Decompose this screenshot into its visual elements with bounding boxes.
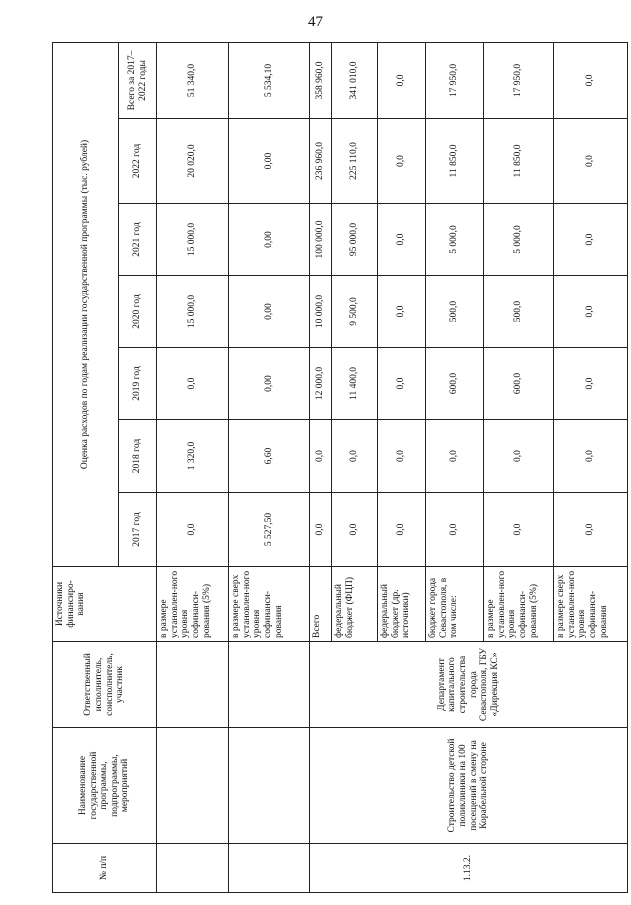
- cell-num: 1.13.2.: [310, 844, 628, 893]
- cell-value: 0,0: [554, 119, 628, 204]
- cell-value: 15 000,0: [157, 204, 229, 276]
- cell-responsible: [157, 642, 229, 728]
- cell-value: 5 000,0: [484, 204, 554, 276]
- cell-source: в размере сверх установлен-ного уровня софинанси-рования: [554, 567, 628, 642]
- header-year: 2020 год: [119, 276, 157, 348]
- cell-value: 10 000,0: [310, 276, 332, 348]
- cell-value: 0,0: [378, 276, 426, 348]
- cell-value: 11 850,0: [426, 119, 484, 204]
- cell-value: 0,0: [310, 493, 332, 567]
- cell-value: 51 340,0: [157, 42, 229, 118]
- cell-value: 95 000,0: [332, 204, 378, 276]
- cell-value: 17 950,0: [484, 42, 554, 118]
- financing-table: [52, 42, 628, 893]
- header-total: Всего за 2017–2022 годы: [119, 42, 157, 118]
- cell-value: 0,0: [378, 348, 426, 420]
- cell-value: 0,0: [554, 276, 628, 348]
- header-year: 2021 год: [119, 204, 157, 276]
- cell-value: 5 527,50: [229, 493, 310, 567]
- cell-value: 0,0: [554, 420, 628, 493]
- cell-value: 5 000,0: [426, 204, 484, 276]
- cell-source: в размере установлен-ного уровня софинанси-рования (5%): [157, 567, 229, 642]
- cell-value: 0,00: [229, 204, 310, 276]
- cell-value: 11 850,0: [484, 119, 554, 204]
- cell-name: Строительство детской поликлиники на 100 посещений в смену на Корабельной стороне: [310, 728, 628, 844]
- cell-value: 358 960,0: [310, 42, 332, 118]
- cell-value: 9 500,0: [332, 276, 378, 348]
- cell-responsible: Департамент капитального строительства города Севастополя, ГБУ «Дирекция КС»: [310, 642, 628, 728]
- cell-value: 0,0: [378, 493, 426, 567]
- table-row: [157, 42, 229, 892]
- header-name: Наименование государственной программы, подпрограммы, мероприятий: [53, 728, 157, 844]
- cell-value: 5 534,10: [229, 42, 310, 118]
- header-num: № п/п: [53, 844, 157, 893]
- cell-value: 12 000,0: [310, 348, 332, 420]
- header-year: 2022 год: [119, 119, 157, 204]
- header-year: 2018 год: [119, 420, 157, 493]
- cell-value: 0,0: [554, 204, 628, 276]
- cell-source: бюджет города Севастополя, в том числе:: [426, 567, 484, 642]
- header-year: 2017 год: [119, 493, 157, 567]
- cell-value: 0,0: [554, 42, 628, 118]
- cell-value: 600,0: [484, 348, 554, 420]
- cell-num: [157, 844, 229, 893]
- cell-value: 0,00: [229, 348, 310, 420]
- cell-value: 0,0: [332, 420, 378, 493]
- financing-table-rotated: [52, 43, 627, 893]
- cell-source: в размере сверх установлен-ного уровня софинанси-рования: [229, 567, 310, 642]
- cell-value: 0,00: [229, 276, 310, 348]
- cell-source: федеральный бюджет (др. источники): [378, 567, 426, 642]
- cell-source: федеральный бюджет (ФЦП): [332, 567, 378, 642]
- cell-value: 500,0: [426, 276, 484, 348]
- cell-value: 600,0: [426, 348, 484, 420]
- header-responsible: Ответственный исполнитель, соисполнитель, участник: [53, 642, 157, 728]
- cell-value: 0,0: [157, 493, 229, 567]
- cell-name: [229, 728, 310, 844]
- cell-value: 0,0: [157, 348, 229, 420]
- cell-value: 0,0: [378, 119, 426, 204]
- cell-value: 15 000,0: [157, 276, 229, 348]
- table-row: [229, 42, 310, 892]
- cell-value: 20 020,0: [157, 119, 229, 204]
- header-sources: Источники финансиро-вания: [53, 567, 157, 642]
- cell-value: 0,0: [484, 420, 554, 493]
- header-estimate: Оценка расходов по годам реализации государственной программы (тыс. рублей): [53, 42, 119, 566]
- cell-value: 0,0: [484, 493, 554, 567]
- cell-source: Всего: [310, 567, 332, 642]
- cell-value: 0,0: [426, 420, 484, 493]
- cell-value: 0,0: [378, 204, 426, 276]
- cell-value: 0,0: [554, 348, 628, 420]
- cell-value: 11 400,0: [332, 348, 378, 420]
- cell-source: в размере установлен-ного уровня софинанси-рования (5%): [484, 567, 554, 642]
- cell-value: 0,0: [310, 420, 332, 493]
- cell-value: 0,0: [332, 493, 378, 567]
- cell-value: 500,0: [484, 276, 554, 348]
- cell-value: 1 320,0: [157, 420, 229, 493]
- cell-value: 225 110,0: [332, 119, 378, 204]
- cell-value: 6,60: [229, 420, 310, 493]
- cell-value: 0,0: [554, 493, 628, 567]
- cell-name: [157, 728, 229, 844]
- header-year: 2019 год: [119, 348, 157, 420]
- cell-responsible: [229, 642, 310, 728]
- cell-value: 0,0: [378, 420, 426, 493]
- cell-value: 0,0: [426, 493, 484, 567]
- cell-value: 100 000,0: [310, 204, 332, 276]
- cell-value: 236 960,0: [310, 119, 332, 204]
- table-row: [310, 42, 332, 892]
- cell-value: 17 950,0: [426, 42, 484, 118]
- cell-value: 341 010,0: [332, 42, 378, 118]
- cell-num: [229, 844, 310, 893]
- cell-value: 0,0: [378, 42, 426, 118]
- cell-value: 0,00: [229, 119, 310, 204]
- page-number: 47: [308, 14, 323, 30]
